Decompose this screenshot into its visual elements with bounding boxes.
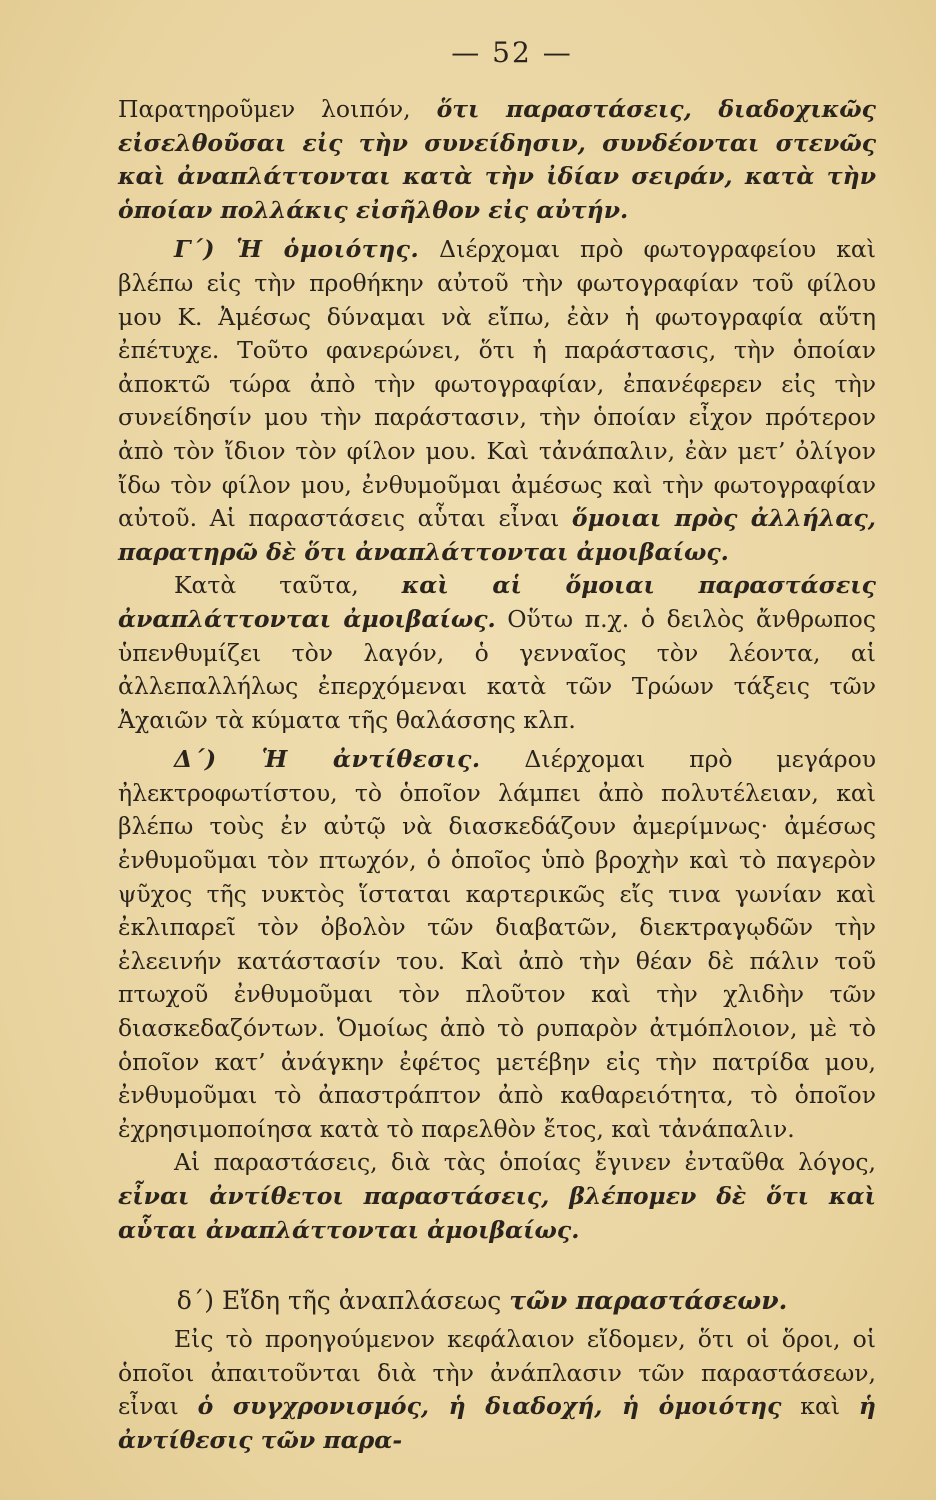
text-run: Οὕτω π.χ. ὁ δειλὸς ἄνθρωπος ὑπενθυμίζει τὸν λαγόν, ὁ γενναῖος τὸν λέοντα, αἱ ἀλλεπαλλήλως ἐπερχόμεναι κατὰ τῶν Τρώων τάξεις τῶν Ἀχαιῶν τὰ κύματα τῆς θαλάσσης κλπ.: [118, 604, 876, 734]
emphasis-run: εἶναι ἀντίθετοι παραστάσεις, βλέπομεν δὲ ὅτι καὶ αὗται ἀναπλάττονται ἀμοιβαίως.: [118, 1182, 876, 1244]
emphasis-run: ὅμοιαι πρὸς ἀλλήλας, παρατηρῶ δὲ ὅτι ἀναπλάττονται ἀμοιβαίως.: [118, 504, 876, 566]
section-label-contrast: Δ΄) Ἡ ἀντίθεσις.: [174, 745, 481, 774]
paragraph-5: [118, 1146, 876, 1247]
text-run: Παρατηροῦμεν λοιπόν,: [118, 95, 437, 123]
subheading-prefix: δ΄) Εἴδη τῆς ἀναπλάσεως: [176, 1286, 510, 1316]
paragraph-similarity: [118, 233, 876, 569]
body-text: [118, 93, 876, 1458]
emphasis-run: ὅτι παραστάσεις, διαδοχικῶς εἰσελθοῦσαι εἰς τὴν συνείδησιν, συνδέονται στενῶς καὶ ἀναπλάττονται κατὰ τὴν ἰδίαν σειράν, κατὰ τὴν ὁποίαν πολλάκις εἰσῆλθον εἰς αὐτήν.: [118, 95, 876, 224]
page-number: — 52 —: [451, 36, 573, 69]
text-run: Διέρχομαι πρὸ φωτογραφείου καὶ βλέπω εἰς τὴν προθήκην αὐτοῦ τὴν φωτογραφίαν τοῦ φίλου μου Κ. Ἀμέσως δύναμαι νὰ εἴπω, ἐὰν ἡ φωτογραφία αὕτη ἐπέτυχε. Τοῦτο φανερώνει, ὅτι ἡ παράστασις, τὴν ὁποίαν ἀποκτῶ τώρα ἀπὸ τὴν φωτογραφίαν, ἐπανέφερεν εἰς τὴν συνείδησίν μου τὴν παράστασιν, τὴν ὁποίαν εἶχον πρότερον ἀπὸ τὸν ἴδιον τὸν φίλον μου. Καὶ τἀνάπαλιν, ἐὰν μετ’ ὀλίγον ἴδω τὸν φίλον μου, ἐνθυμοῦμαι ἀμέσως καὶ τὴν φωτογραφίαν αὐτοῦ. Αἱ παραστάσεις αὗται εἶναι: [118, 235, 876, 533]
text-run: Αἱ παραστάσεις, διὰ τὰς ὁποίας ἔγινεν ἐνταῦθα λόγος,: [174, 1148, 876, 1177]
paragraph-contrast: [118, 743, 876, 1146]
text-run: Κατὰ ταῦτα,: [174, 571, 402, 600]
paragraph-1: [118, 93, 876, 227]
text-run: καὶ: [781, 1392, 859, 1421]
subheading-emphasis: τῶν παραστάσεων.: [509, 1286, 788, 1316]
emphasis-run: καὶ αἱ ὅμοιαι παραστάσεις ἀναπλάττονται ἀμοιβαίως.: [118, 571, 876, 633]
section-label-similarity: Γ΄) Ἡ ὁμοιότης.: [174, 235, 420, 264]
paragraph-final: [118, 1323, 876, 1457]
text-run: Εἰς τὸ προηγούμενον κεφάλαιον εἴδομεν, ὅτι οἱ ὅροι, οἱ ὁποῖοι ἀπαιτοῦνται διὰ τὴν ἀνάπλασιν τῶν παραστάσεων, εἶναι: [118, 1325, 876, 1421]
emphasis-run: ἡ ἀντίθεσις τῶν παρα-: [118, 1392, 876, 1454]
subheading: [118, 1283, 876, 1319]
emphasis-run: ὁ συγχρονισμός, ἡ διαδοχή, ἡ ὁμοιότης: [197, 1392, 782, 1421]
paragraph-3: [118, 569, 876, 737]
text-run: Διέρχομαι πρὸ μεγάρου ἠλεκτροφωτίστου, τὸ ὁποῖον λάμπει ἀπὸ πολυτέλειαν, καὶ βλέπω τοὺς ἐν αὐτῷ νὰ διασκεδάζουν ἀμερίμνως· ἀμέσως ἐνθυμοῦμαι τὸν πτωχόν, ὁ ὁποῖος ὑπὸ βροχὴν καὶ τὸ παγερὸν ψῦχος τῆς νυκτὸς ἵσταται καρτερικῶς εἴς τινα γωνίαν καὶ ἐκλιπαρεῖ τὸν ὀβολὸν τῶν διαβατῶν, διεκτραγῳδῶν τὴν ἐλεεινήν κατάστασίν του. Καὶ ἀπὸ τὴν θέαν δὲ πάλιν τοῦ πτωχοῦ ἐνθυμοῦμαι τὸν πλοῦτον καὶ τὴν χλιδὴν τῶν διασκεδαζόντων. Ὁμοίως ἀπὸ τὸ ρυπαρὸν ἀτμόπλοιον, μὲ τὸ ὁποῖον κατ’ ἀνάγκην ἐφέτος μετέβην εἰς τὴν πατρίδα μου, ἐνθυμοῦμαι τὸ ἀπαστράπτον ἀπὸ καθαρειότητα, τὸ ὁποῖον ἐχρησιμοποίησα κατὰ τὸ παρελθὸν ἔτος, καὶ τἀνάπαλιν.: [118, 745, 876, 1143]
